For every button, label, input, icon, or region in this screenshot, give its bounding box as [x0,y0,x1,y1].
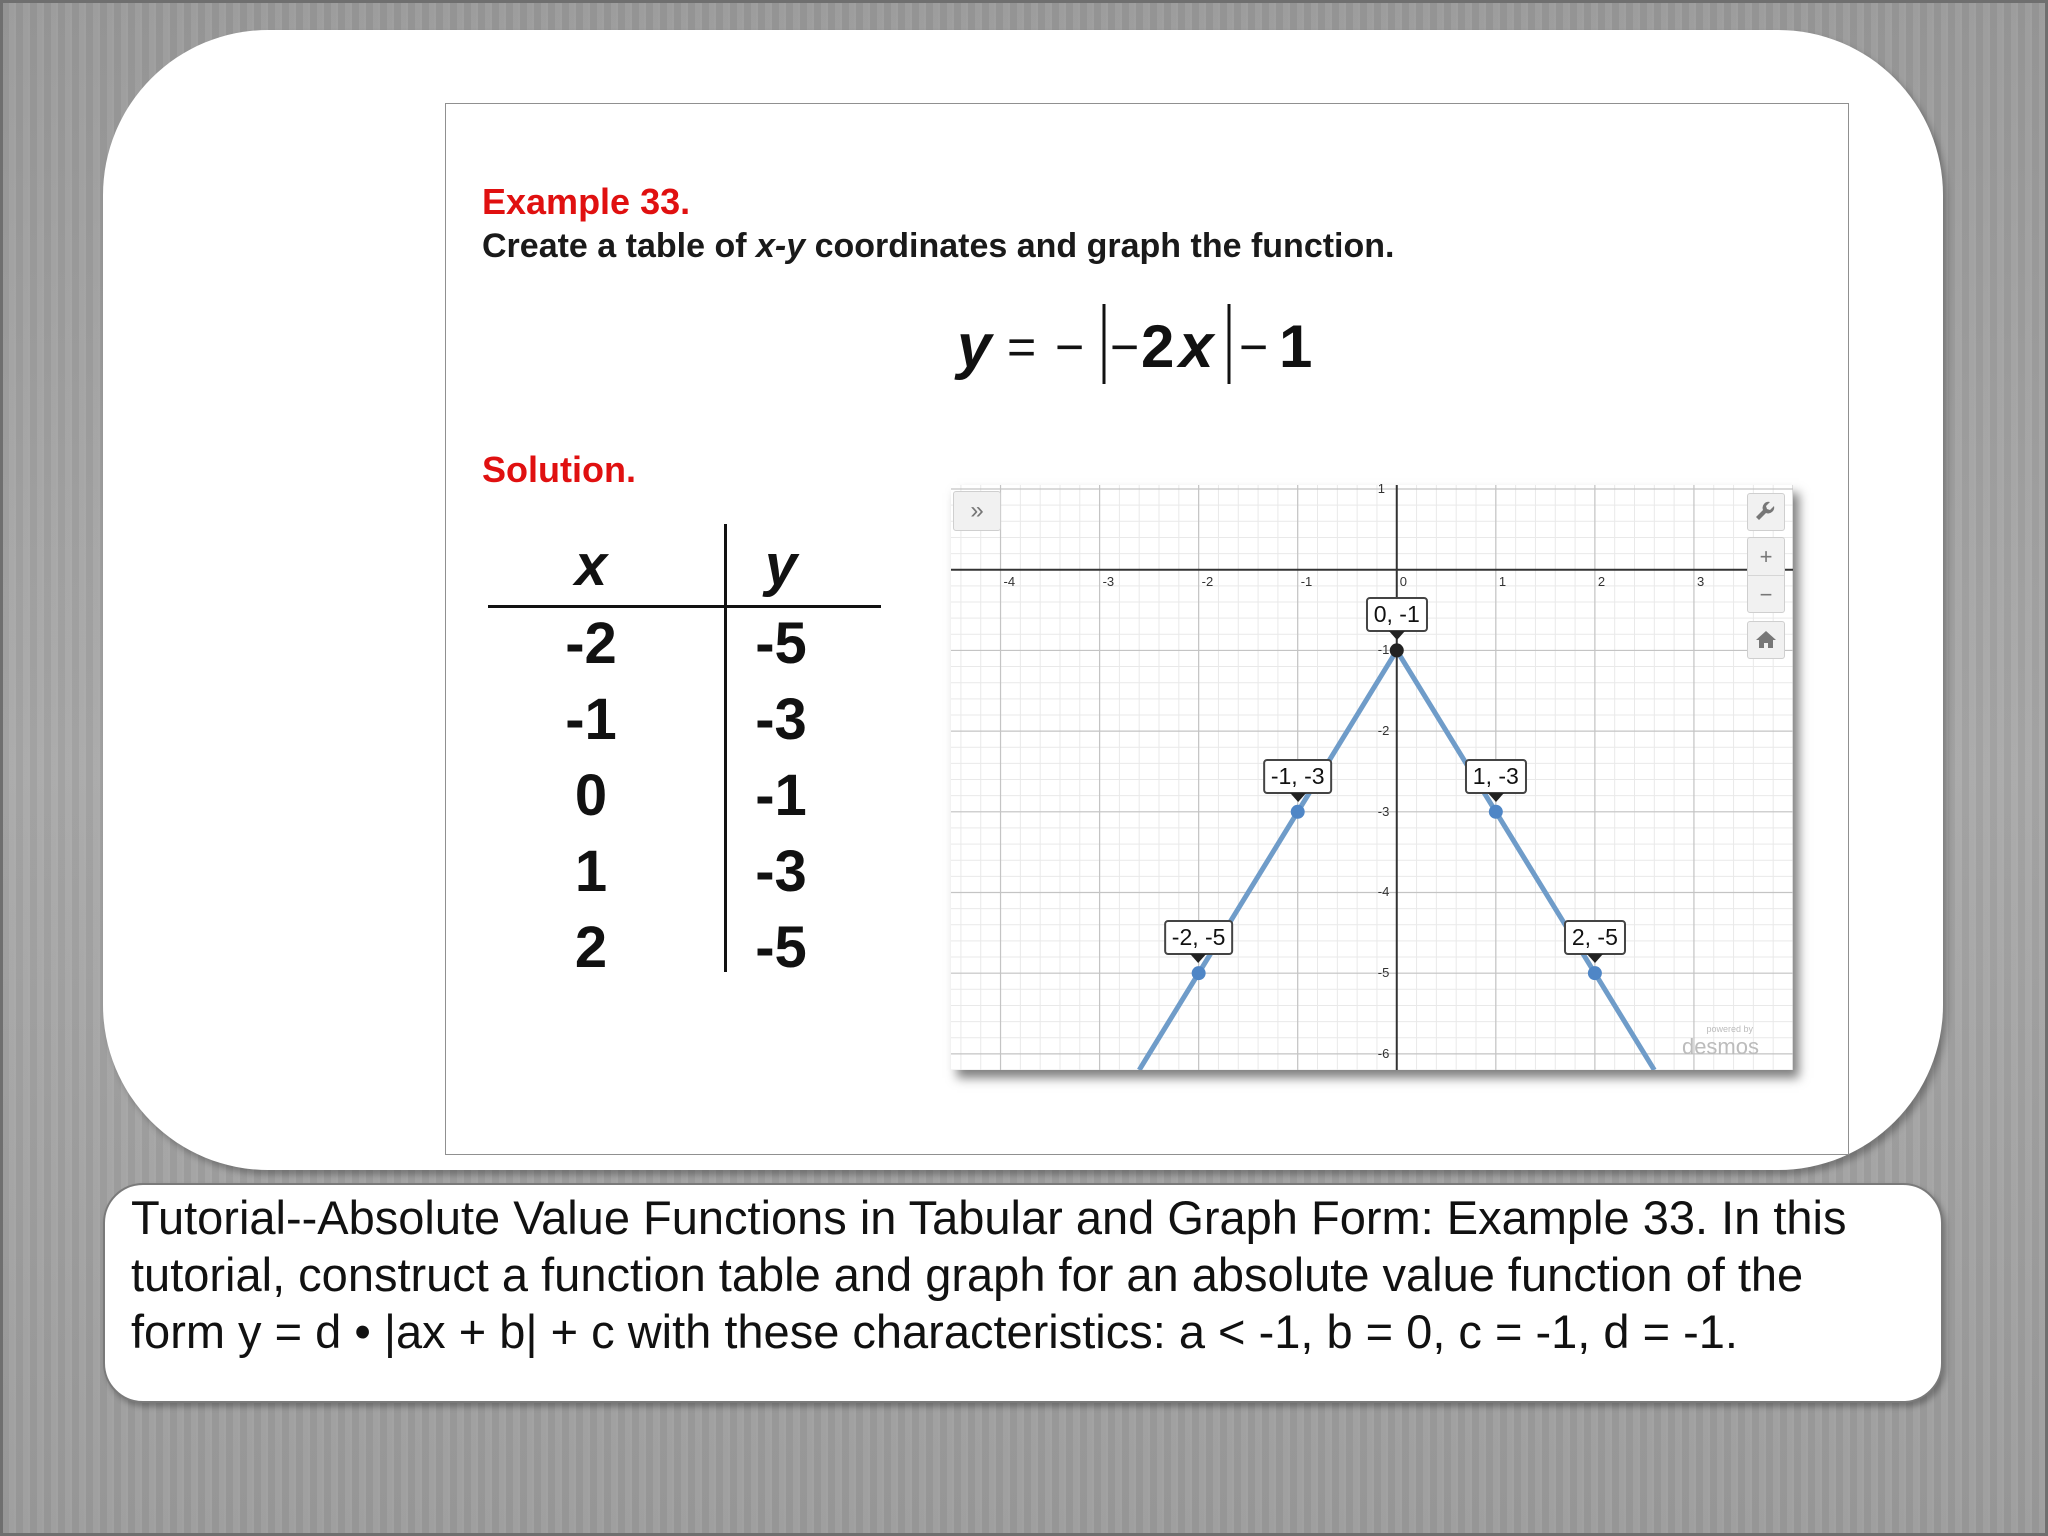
prompt-text-after: coordinates and graph the function. [805,227,1395,265]
point-label: -1, -3 [1263,759,1333,794]
example-prompt [482,227,1394,266]
data-point [1390,643,1404,657]
table-cell-y: -3 [755,687,807,752]
table-cell-x: 2 [574,915,608,980]
data-point [1489,805,1503,819]
equation-equals: = [1007,319,1037,375]
x-tick-label: 2 [1597,573,1606,589]
y-tick-label: -6 [1377,1045,1390,1061]
data-point [1192,966,1206,980]
solution-label: Solution. [482,449,636,490]
wrench-icon[interactable] [1747,493,1785,531]
equation-minus-inner: − [1110,319,1140,375]
equation-y: y [957,312,992,381]
x-tick-label: 0 [1399,573,1407,589]
equation-minus-const: − [1239,319,1269,375]
equation-coefficient: 2 [1141,313,1175,380]
xy-table [486,524,886,984]
equation-x: x [1179,312,1214,381]
table-cell-y: -3 [755,839,807,904]
caption-text: Tutorial--Absolute Value Functions in Tabular and Graph Form: Example 33. In this tutorial, construct a function table and graph for an absolute value function of the form y = d • |ax + b| + c with these characteristics: a < -1, b = 0, c = -1, d = -1. [131,1191,1847,1358]
watermark-small-text: powered by [1706,1024,1753,1034]
x-tick-label: -1 [1300,573,1313,589]
equation-minus-outer: − [1055,319,1085,375]
y-tick-label: -5 [1377,965,1390,981]
point-label: 2, -5 [1564,920,1626,955]
data-point [1291,805,1305,819]
table-cell-y: -5 [755,611,807,676]
zoom-in-button[interactable]: + [1748,538,1784,576]
x-tick-label: -2 [1201,573,1214,589]
prompt-variable: x-y [755,227,806,265]
desmos-watermark [1682,1024,1759,1060]
table-header-y: y [764,533,798,598]
y-tick-label: -1 [1377,642,1390,658]
home-icon[interactable] [1747,621,1785,659]
prompt-text-before: Create a table of [482,227,756,265]
graph-canvas[interactable] [951,485,1793,1070]
table-cell-x: -2 [565,611,617,676]
table-cell-x: -1 [565,687,617,752]
example-title: Example 33. [482,181,691,222]
table-cell-x: 0 [574,763,608,828]
point-label: -2, -5 [1164,920,1234,955]
desmos-graph[interactable] [951,481,1793,1070]
watermark-text: desmos [1681,1034,1759,1059]
table-header-x: x [574,533,608,598]
point-label: 1, -3 [1465,759,1527,794]
y-tick-label: -2 [1377,723,1390,739]
data-point [1588,966,1602,980]
slide-panel [445,103,1849,1155]
slide-card [103,30,1943,1170]
zoom-out-button[interactable]: − [1759,582,1773,607]
y-tick-label: -3 [1377,803,1390,819]
y-tick-label: -4 [1377,884,1390,900]
table-cell-y: -5 [755,915,807,980]
table-divider-horizontal [488,605,881,608]
equation [951,284,1371,394]
y-tick-label: 1 [1377,481,1385,497]
x-tick-label: 3 [1696,573,1705,589]
table-cell-x: 1 [574,839,608,904]
equation-constant: 1 [1279,313,1313,380]
caption-box [103,1183,1943,1403]
zoom-controls [1747,537,1785,613]
point-label: 0, -1 [1366,597,1428,632]
double-chevron-right-icon[interactable]: » [953,491,1001,531]
table-cell-y: -1 [755,763,807,828]
x-tick-label: 1 [1498,573,1507,589]
x-tick-label: -3 [1102,573,1115,589]
x-tick-label: -4 [1003,573,1016,589]
